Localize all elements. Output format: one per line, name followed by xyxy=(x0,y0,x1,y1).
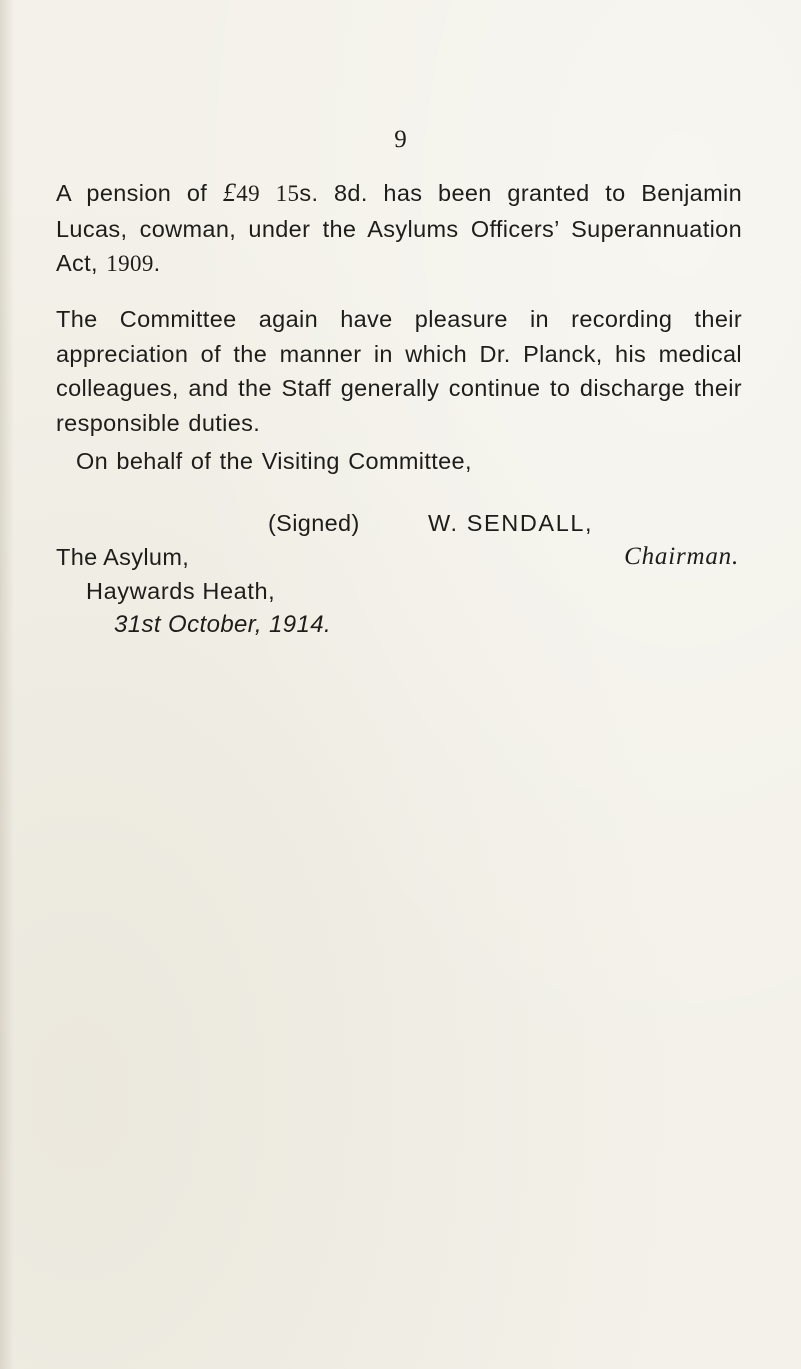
date-day-month: 31st October xyxy=(114,611,255,638)
town-text: Haywards Heath, xyxy=(86,578,276,604)
paragraph-appreciation: The Committee again have pleasure in recording their appreciation of the manner in which Dr. Planck, his medical colleagues, and the Staff generally continue to discharge their responsible duties. xyxy=(56,306,742,436)
signed-label: (Signed) xyxy=(268,510,360,536)
date-comma: , xyxy=(254,611,262,638)
pension-middle-text: has been granted to Benjamin Lucas, cowman, under the Asylums Officers’ Superannuation Act, xyxy=(56,180,743,276)
signer-name: W. SENDALL, xyxy=(428,510,594,536)
letter-date xyxy=(114,608,331,642)
paragraph-pension xyxy=(56,176,742,282)
pension-shillings-pence: s. 8d. xyxy=(299,180,368,206)
pension-end-text: . xyxy=(153,250,161,276)
page-number: 9 xyxy=(394,126,407,153)
act-year: 1909 xyxy=(106,251,154,276)
pension-lead-text: A pension of xyxy=(56,180,223,206)
pension-shillings: 15 xyxy=(275,181,300,206)
signer-title: Chairman. xyxy=(624,543,739,570)
date-year: 1914. xyxy=(269,611,332,638)
asylum-text: The Asylum, xyxy=(56,544,190,570)
paragraph-on-behalf: On behalf of the Visiting Committee, xyxy=(76,448,472,474)
pension-amount: 49 xyxy=(236,181,260,206)
signature-line xyxy=(0,506,801,542)
page-edge-shadow xyxy=(0,0,14,1369)
pound-symbol: £ xyxy=(222,178,237,207)
